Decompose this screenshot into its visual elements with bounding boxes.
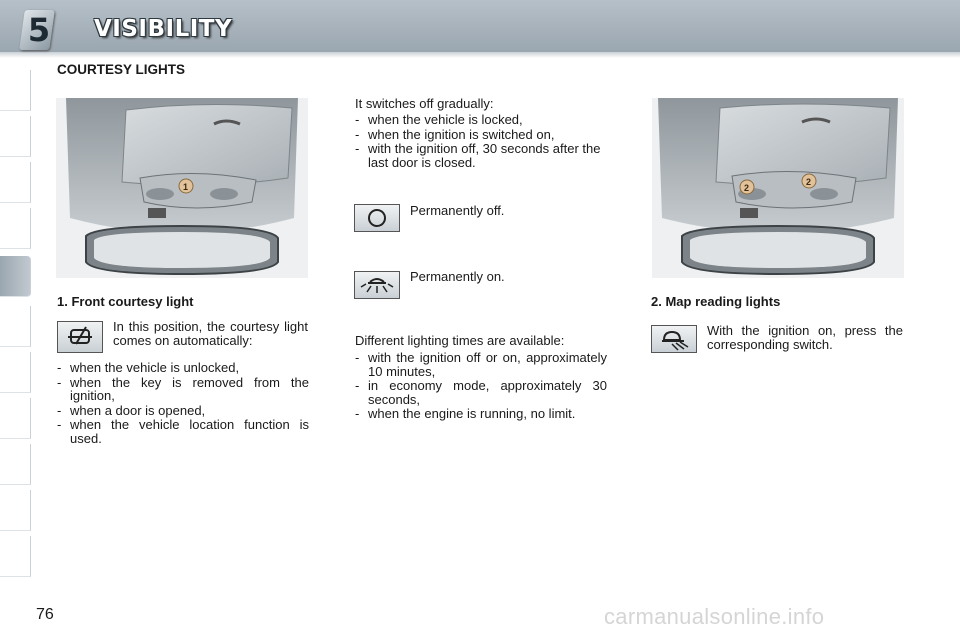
lighting-times-list: [355, 351, 607, 422]
side-tab-5-active[interactable]: [0, 256, 31, 297]
map-reading-lights-photo: [652, 98, 904, 278]
side-tab-7[interactable]: [0, 352, 31, 393]
front-courtesy-intro: In this position, the courtesy light comes on automatically:: [113, 319, 308, 348]
list-item: - when the ignition is switched on,: [355, 128, 607, 142]
chapter-side-tabs: [0, 70, 32, 575]
list-item: - when the key is removed from the ignition,: [57, 376, 309, 403]
photo-label-1: 1: [183, 182, 189, 192]
page-number: 76: [36, 606, 54, 623]
side-tab-8[interactable]: [0, 398, 31, 439]
side-tab-10[interactable]: [0, 490, 31, 531]
map-light-icon: [651, 325, 697, 353]
list-item: - when a door is opened,: [57, 404, 309, 418]
photo-label-2b: 2: [806, 177, 812, 187]
list-item: - when the engine is running, no limit.: [355, 407, 607, 421]
switch-off-intro: It switches off gradually:: [355, 96, 494, 111]
header-shadow: [0, 52, 960, 58]
circle-off-icon: [354, 204, 400, 232]
list-item: - with the ignition off, 30 seconds after the last door is closed.: [355, 142, 607, 169]
side-tab-6[interactable]: [0, 306, 31, 347]
front-courtesy-list: [57, 361, 309, 446]
side-tab-11[interactable]: [0, 536, 31, 577]
front-courtesy-caption: 1. Front courtesy light: [57, 294, 194, 309]
list-item: - with the ignition off or on, approximately 10 minutes,: [355, 351, 607, 378]
side-tab-3[interactable]: [0, 162, 31, 203]
lamp-on-icon: [354, 271, 400, 299]
list-item: - in economy mode, approximately 30 seconds,: [355, 379, 607, 406]
courtesy-door-icon: [57, 321, 103, 353]
chapter-number: 5: [27, 11, 51, 49]
permanently-off-label: Permanently off.: [410, 203, 505, 218]
photo-label-2a: 2: [744, 183, 750, 193]
side-tab-9[interactable]: [0, 444, 31, 485]
side-tab-1[interactable]: [0, 70, 31, 111]
front-courtesy-light-illustration: [56, 98, 308, 278]
side-tab-4[interactable]: [0, 208, 31, 249]
switch-off-list: [355, 113, 607, 170]
list-item: - when the vehicle is unlocked,: [57, 361, 309, 375]
front-courtesy-light-photo: [56, 98, 308, 278]
side-tab-2[interactable]: [0, 116, 31, 157]
map-reading-caption: 2. Map reading lights: [651, 294, 781, 309]
watermark: carmanualsonline.info: [604, 604, 825, 629]
map-reading-text: With the ignition on, press the corresponding switch.: [707, 323, 903, 352]
section-title: COURTESY LIGHTS: [57, 62, 186, 77]
permanently-on-label: Permanently on.: [410, 269, 505, 284]
lighting-times-intro: Different lighting times are available:: [355, 333, 565, 348]
list-item: - when the vehicle location function is used.: [57, 418, 309, 445]
list-item: - when the vehicle is locked,: [355, 113, 607, 127]
map-reading-lights-illustration: [652, 98, 904, 278]
chapter-title: VISIBILITY: [94, 16, 233, 42]
